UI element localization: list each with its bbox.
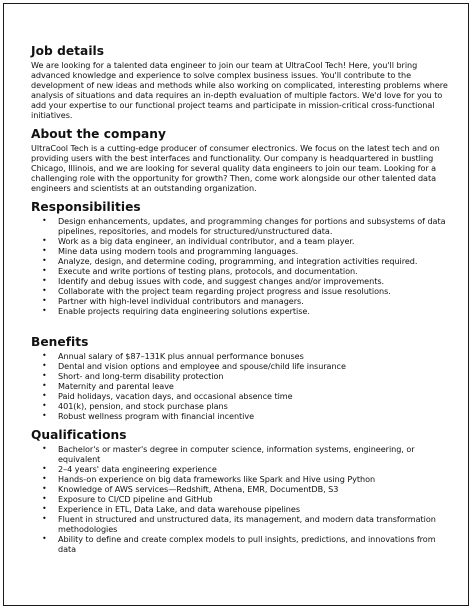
list-item: • Annual salary of $87–131K plus annual performance bonuses: [31, 351, 451, 361]
list-item: • Paid holidays, vacation days, and occasional absence time: [31, 391, 451, 401]
benefits-heading: Benefits: [31, 335, 89, 349]
job-details-section: [31, 44, 451, 120]
list-item: • Execute and write portions of testing plans, protocols, and documentation.: [31, 266, 451, 276]
list-item: • Work as a big data engineer, an individual contributor, and a team player.: [31, 236, 451, 246]
list-item: • Maternity and parental leave: [31, 381, 451, 391]
list-item: • Bachelor's or master's degree in computer science, information systems, engineering, or equivalent: [31, 444, 451, 464]
list-item: • Experience in ETL, Data Lake, and data warehouse pipelines: [31, 504, 451, 514]
job-details-text: We are looking for a talented data engineer to join our team at UltraCool Tech! Here, you'll bring advanced knowledge and experience to solve complex business issues. You'll contribute to the development of new ideas and methods while also working on complicated, interesting problems where analysis of situations and data requires an in-depth evaluation of multiple factors. We'd love for you to add your expertise to our functional project teams and participate in mission-critical cross-functional initiatives.: [31, 60, 448, 120]
list-item: • Collaborate with the project team regarding project progress and issue resolutions.: [31, 286, 451, 296]
list-item: • 401(k), pension, and stock purchase plans: [31, 401, 451, 411]
benefits-list: [31, 351, 451, 421]
list-item: • Hands-on experience on big data frameworks like Spark and Hive using Python: [31, 474, 451, 484]
list-item: • 2–4 years' data engineering experience: [31, 464, 451, 474]
list-item: • Fluent in structured and unstructured data, its management, and modern data transformation methodologies: [31, 514, 451, 534]
list-item: • Ability to define and create complex models to pull insights, predictions, and innovations from data: [31, 534, 451, 554]
benefits-section: [31, 335, 451, 421]
list-item: • Exposure to CI/CD pipeline and GitHub: [31, 494, 451, 504]
list-item: • Design enhancements, updates, and programming changes for portions and subsystems of data pipelines, repositories, and models for structured/unstructured data.: [31, 216, 451, 236]
list-item: • Short- and long-term disability protection: [31, 371, 451, 381]
list-item: • Knowledge of AWS services—Redshift, Athena, EMR, DocumentDB, S3: [31, 484, 451, 494]
responsibilities-list: [31, 216, 451, 316]
list-item: • Enable projects requiring data engineering solutions expertise.: [31, 306, 451, 316]
list-item: • Dental and vision options and employee and spouse/child life insurance: [31, 361, 451, 371]
responsibilities-section: [31, 200, 451, 316]
list-item: • Mine data using modern tools and programming languages.: [31, 246, 451, 256]
list-item: • Robust wellness program with financial incentive: [31, 411, 451, 421]
about-section: [31, 127, 451, 193]
qualifications-heading: Qualifications: [31, 428, 127, 442]
qualifications-section: [31, 428, 451, 554]
job-details-heading: Job details: [31, 44, 105, 58]
about-heading: About the company: [31, 127, 167, 141]
document-page: [3, 3, 469, 606]
list-item: • Analyze, design, and determine coding, programming, and integration activities required.: [31, 256, 451, 266]
responsibilities-heading: Responsibilities: [31, 200, 141, 214]
list-item: • Partner with high-level individual contributors and managers.: [31, 296, 451, 306]
qualifications-list: [31, 444, 451, 554]
document-content: [31, 44, 451, 554]
list-item: • Identify and debug issues with code, and suggest changes and/or improvements.: [31, 276, 451, 286]
about-text: UltraCool Tech is a cutting-edge producer of consumer electronics. We focus on the latest tech and on providing users with the best interfaces and functionality. Our company is headquartered in bustling Chicago, Illinois, and we are looking for several quality data engineers to join our team. Looking for a challenging role with the opportunity for growth? Then, come work alongside our other talented data engineers and scientists at an outstanding organization.: [31, 143, 440, 193]
